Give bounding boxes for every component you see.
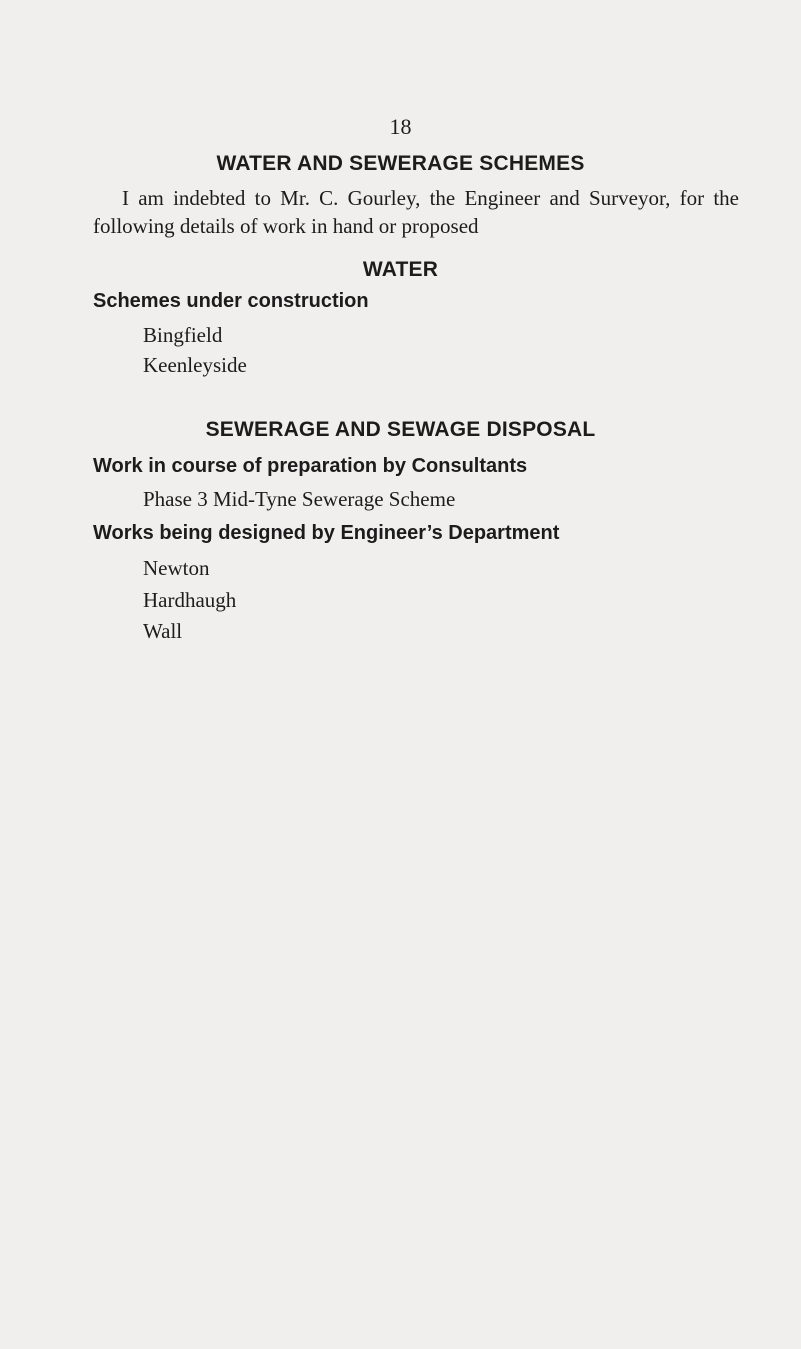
engineers-subheading: Works being designed by Engineer’s Department — [93, 522, 560, 544]
page-number: 18 — [389, 114, 412, 139]
water-item-keenleyside: Keenleyside — [143, 353, 247, 377]
consultants-item-phase3: Phase 3 Mid-Tyne Sewerage Scheme — [143, 487, 456, 511]
water-item-bingfield: Bingfield — [143, 323, 223, 347]
water-subheading: Schemes under construction — [93, 290, 369, 312]
consultants-subheading: Work in course of preparation by Consultants — [93, 455, 528, 477]
engineers-item-newton: Newton — [143, 556, 210, 580]
engineers-item-hardhaugh: Hardhaugh — [143, 588, 237, 612]
engineers-item-wall: Wall — [143, 619, 183, 643]
water-heading: WATER — [362, 258, 439, 281]
intro-paragraph: I am indebted to Mr. C. Gourley, the Engineer and Surveyor, for the following details of work in hand or proposed — [93, 186, 739, 238]
sewerage-heading: SEWERAGE AND SEWAGE DISPOSAL — [205, 418, 596, 441]
page-title: WATER AND SEWERAGE SCHEMES — [216, 152, 585, 175]
